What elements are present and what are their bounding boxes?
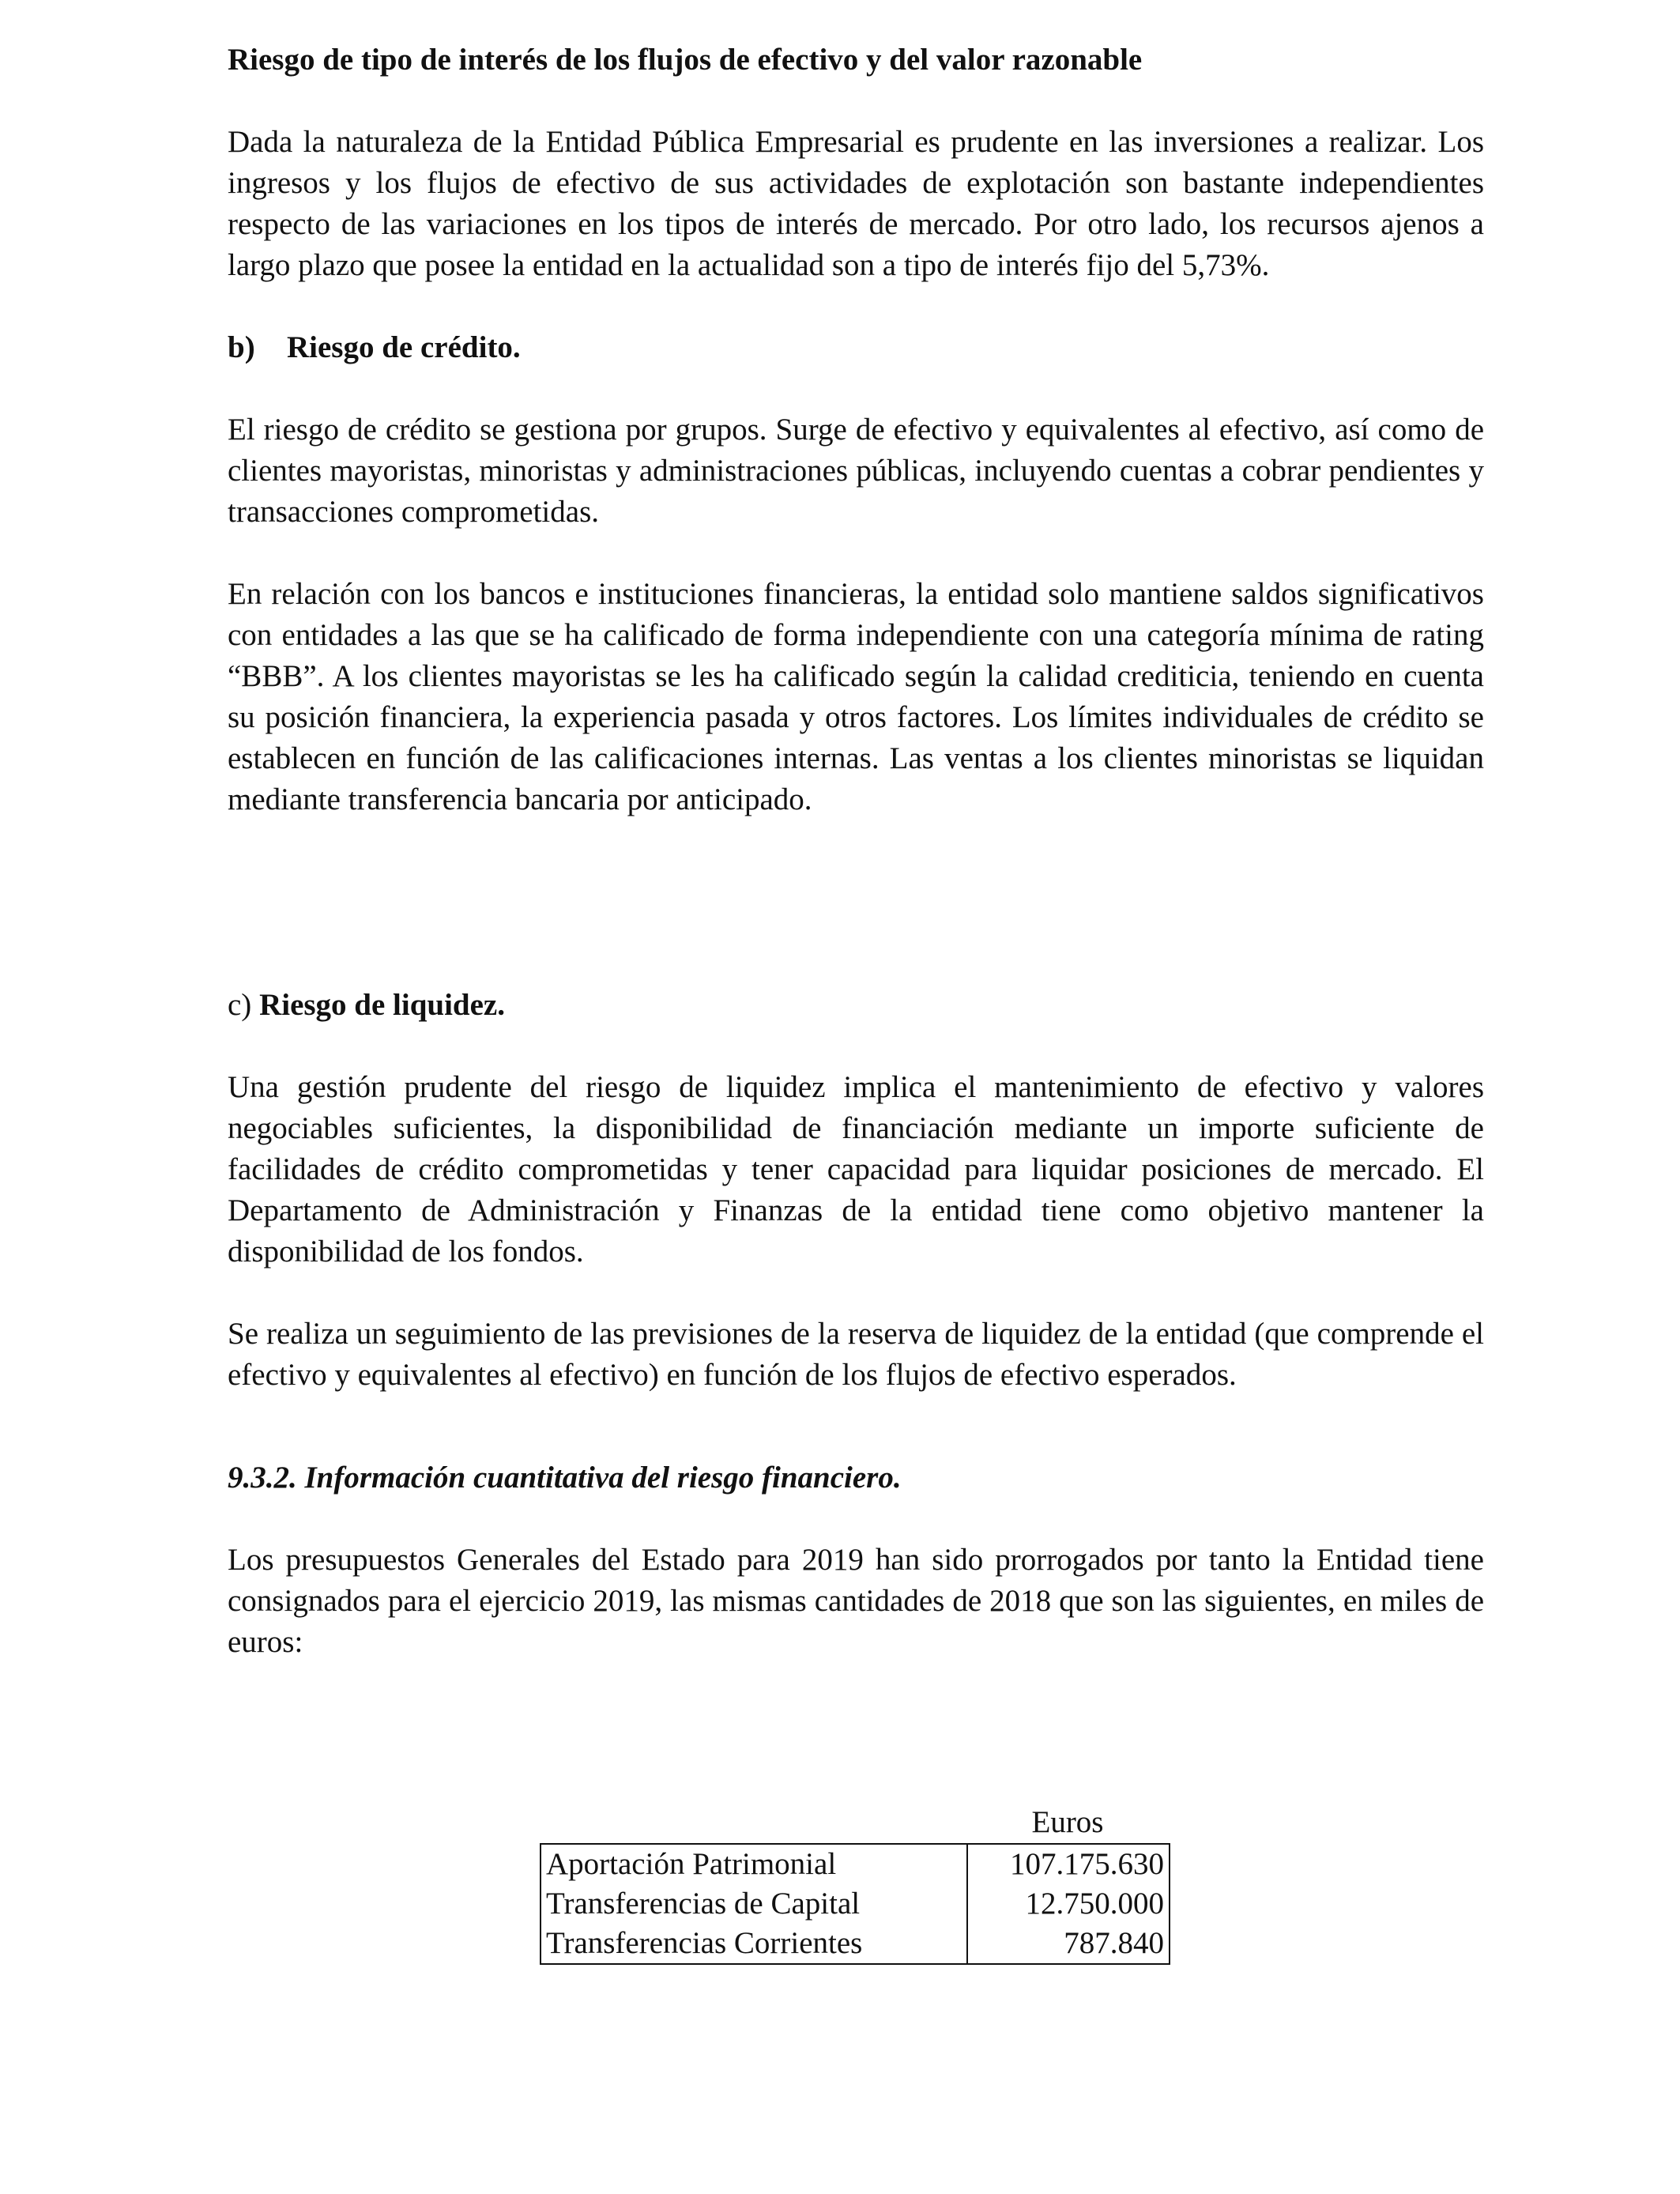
quantitative-risk-heading: 9.3.2. Información cuantitativa del riesgo financiero.	[228, 1461, 902, 1495]
liquidity-risk-label: c)	[228, 988, 252, 1022]
credit-risk-heading	[228, 327, 1484, 368]
budget-row-value: 787.840	[1064, 1926, 1164, 1960]
budget-row-label: Aportación Patrimonial	[541, 1844, 967, 1884]
credit-risk-paragraph-1: El riesgo de crédito se gestiona por grupos. Surge de efectivo y equivalentes al efectivo, así como de clientes mayoristas, minoristas y administraciones públicas, incluyendo cuentas a cobrar pendientes y transacciones comprometidas.	[228, 413, 1484, 529]
credit-risk-paragraph-2: En relación con los bancos e instituciones financieras, la entidad solo mantiene saldos significativos con entidades a las que se ha calificado de forma independiente con una categoría mínima de rating “BBB”. A los clientes mayoristas se les ha calificado según la calidad crediticia, teniendo en cuenta su posición financiera, la experiencia pasada y otros factores. Los límites individuales de crédito se establecen en función de las calificaciones internas. Las ventas a los clientes minoristas se liquidan mediante transferencia bancaria por anticipado.	[228, 577, 1484, 816]
table-row	[541, 1884, 1170, 1924]
credit-risk-title: Riesgo de crédito.	[287, 330, 521, 364]
credit-risk-label: b)	[228, 330, 255, 364]
budget-table-container	[540, 1802, 1170, 1965]
budget-row-value: 12.750.000	[1025, 1887, 1164, 1921]
budget-column-header: Euros	[1031, 1805, 1104, 1839]
liquidity-risk-heading	[228, 985, 1484, 1026]
budget-row-label: Transferencias de Capital	[541, 1884, 967, 1924]
table-row	[541, 1844, 1170, 1884]
budget-row-label: Transferencias Corrientes	[541, 1924, 967, 1964]
interest-rate-risk-paragraph: Dada la naturaleza de la Entidad Pública Empresarial es prudente en las inversiones a realizar. Los ingresos y los flujos de efectivo de sus actividades de explotación son bastante independientes respecto de las variaciones en los tipos de interés de mercado. Por otro lado, los recursos ajenos a largo plazo que posee la entidad en la actualidad son a tipo de interés fijo del 5,73%.	[228, 125, 1484, 282]
budget-table	[540, 1843, 1170, 1965]
quantitative-risk-paragraph: Los presupuestos Generales del Estado para 2019 han sido prorrogados por tanto la Entidad tiene consignados para el ejercicio 2019, las mismas cantidades de 2018 que son las siguientes, en miles de euros:	[228, 1543, 1484, 1659]
liquidity-risk-paragraph-2: Se realiza un seguimiento de las previsiones de la reserva de liquidez de la entidad (que comprende el efectivo y equivalentes al efectivo) en función de los flujos de efectivo esperados.	[228, 1317, 1484, 1392]
table-row	[541, 1924, 1170, 1964]
interest-rate-risk-heading: Riesgo de tipo de interés de los flujos de efectivo y del valor razonable	[228, 43, 1143, 77]
budget-row-value: 107.175.630	[1010, 1847, 1164, 1881]
document-page	[228, 40, 1484, 1663]
liquidity-risk-paragraph-1: Una gestión prudente del riesgo de liquidez implica el mantenimiento de efectivo y valores negociables suficientes, la disponibilidad de financiación mediante un importe suficiente de facilidades de crédito comprometidas y tener capacidad para liquidar posiciones de mercado. El Departamento de Administración y Finanzas de la entidad tiene como objetivo mantener la disponibilidad de los fondos.	[228, 1070, 1484, 1269]
liquidity-risk-title: Riesgo de liquidez.	[259, 988, 505, 1022]
